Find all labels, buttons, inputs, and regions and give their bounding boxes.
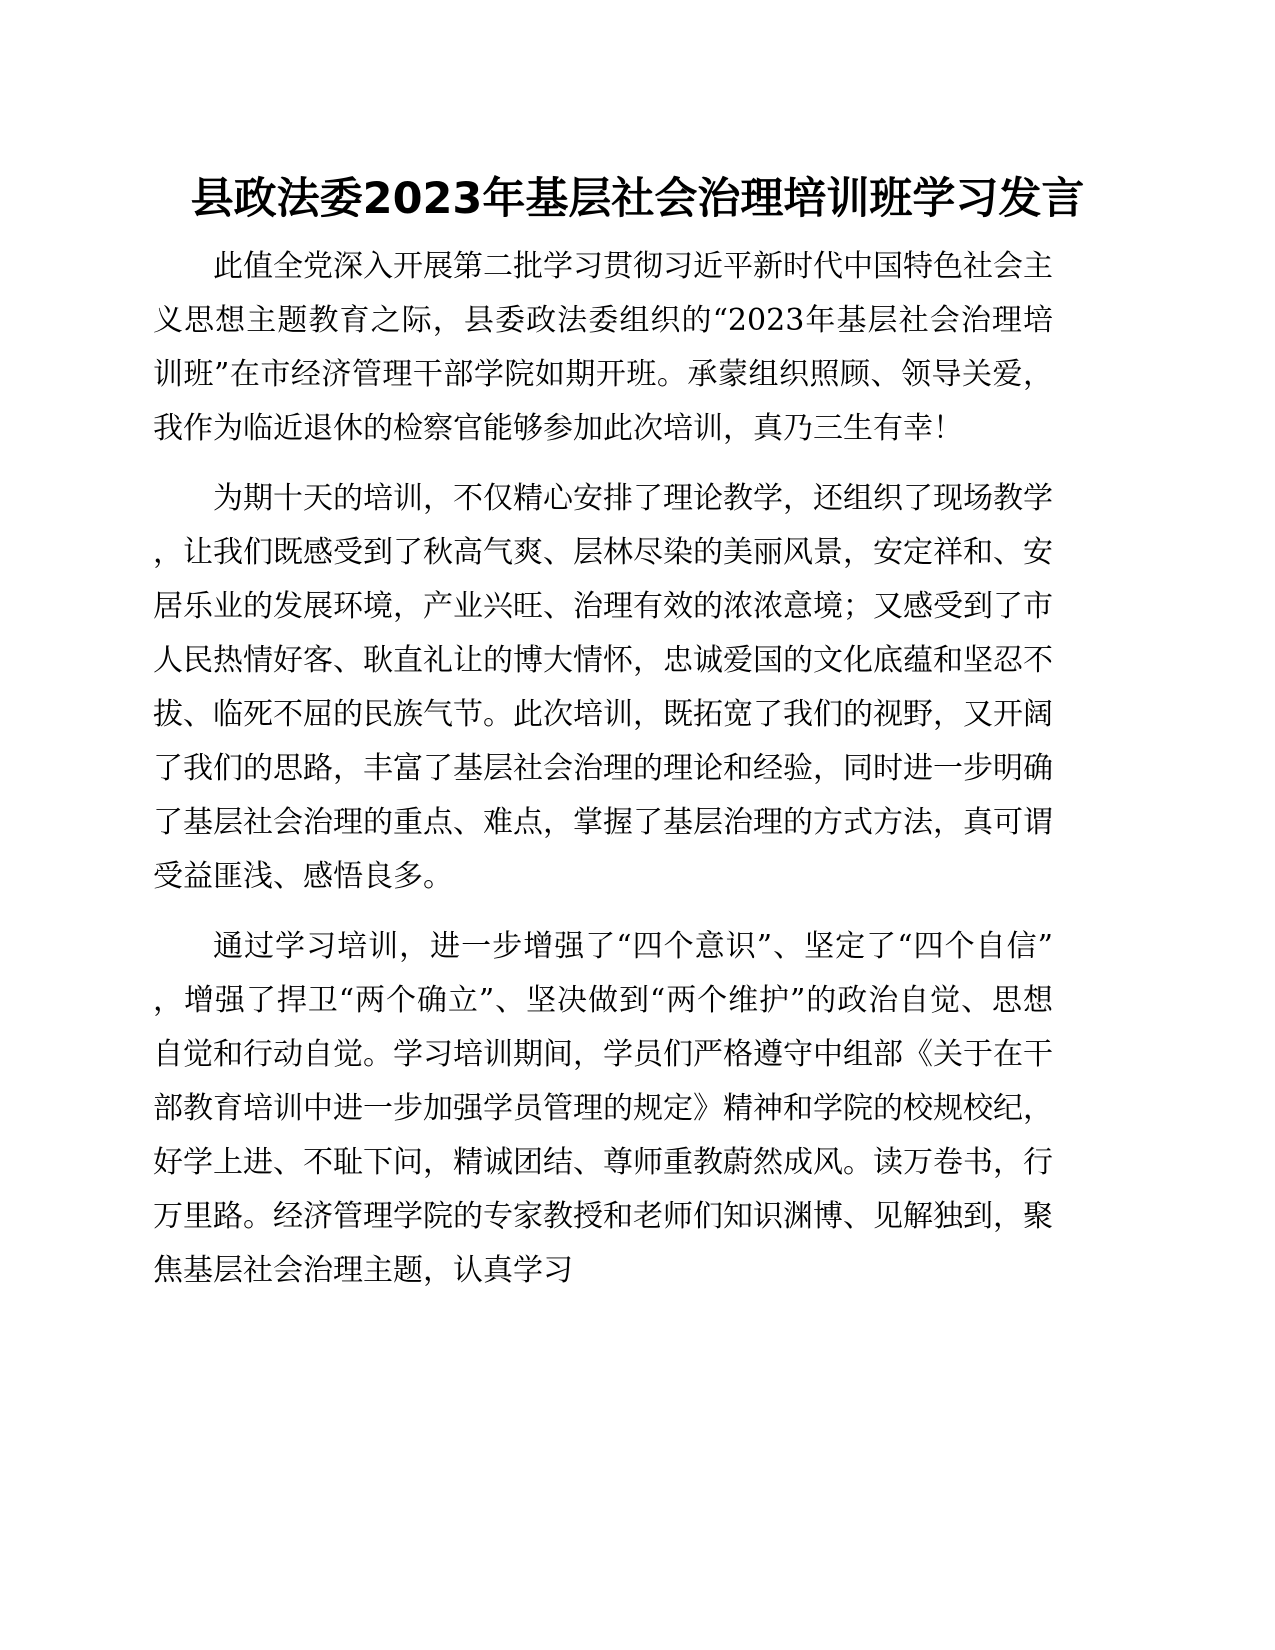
document-title: 县政法委2023年基层社会治理培训班学习发言 [190,174,1085,224]
paragraph-2: 为期十天的培训，不仅精心安排了理论教学，还组织了现场教学，让我们既感受到了秋高气爽、层林尽染的美丽风景，安定祥和、安居乐业的发展环境，产业兴旺、治理有效的浓浓意境；又感受到了市人民热情好客、耿直礼让的博大情怀，忠诚爱国的文化底蕴和坚忍不拔、临死不屈的民族气节。此次培训，既拓宽了我们的视野，又开阔了我们的思路，丰富了基层社会治理的理论和经验，同时进一步明确了基层社会治理的重点、难点，掌握了基层治理的方式方法，真可谓受益匪浅、感悟良多。 [153,481,1053,894]
paragraph-1: 此值全党深入开展第二批学习贯彻习近平新时代中国特色社会主义思想主题教育之际，县委政法委组织的“2023年基层社会治理培训班”在市经济管理干部学院如期开班。承蒙组织照顾、领导关爱，我作为临近退休的检察官能够参加此次培训，真乃三生有幸！ [153,249,1053,446]
document-body [153,240,1053,1314]
paragraph-3: 通过学习培训，进一步增强了“四个意识”、坚定了“四个自信”，增强了捍卫“两个确立”、坚决做到“两个维护”的政治自觉、思想自觉和行动自觉。学习培训期间，学员们严格遵守中组部《关于在干部教育培训中进一步加强学员管理的规定》精神和学院的校规校纪，好学上进、不耻下问，精诚团结、尊师重教蔚然成风。读万卷书，行万里路。经济管理学院的专家教授和老师们知识渊博、见解独到，聚焦基层社会治理主题，认真学习 [153,929,1053,1288]
